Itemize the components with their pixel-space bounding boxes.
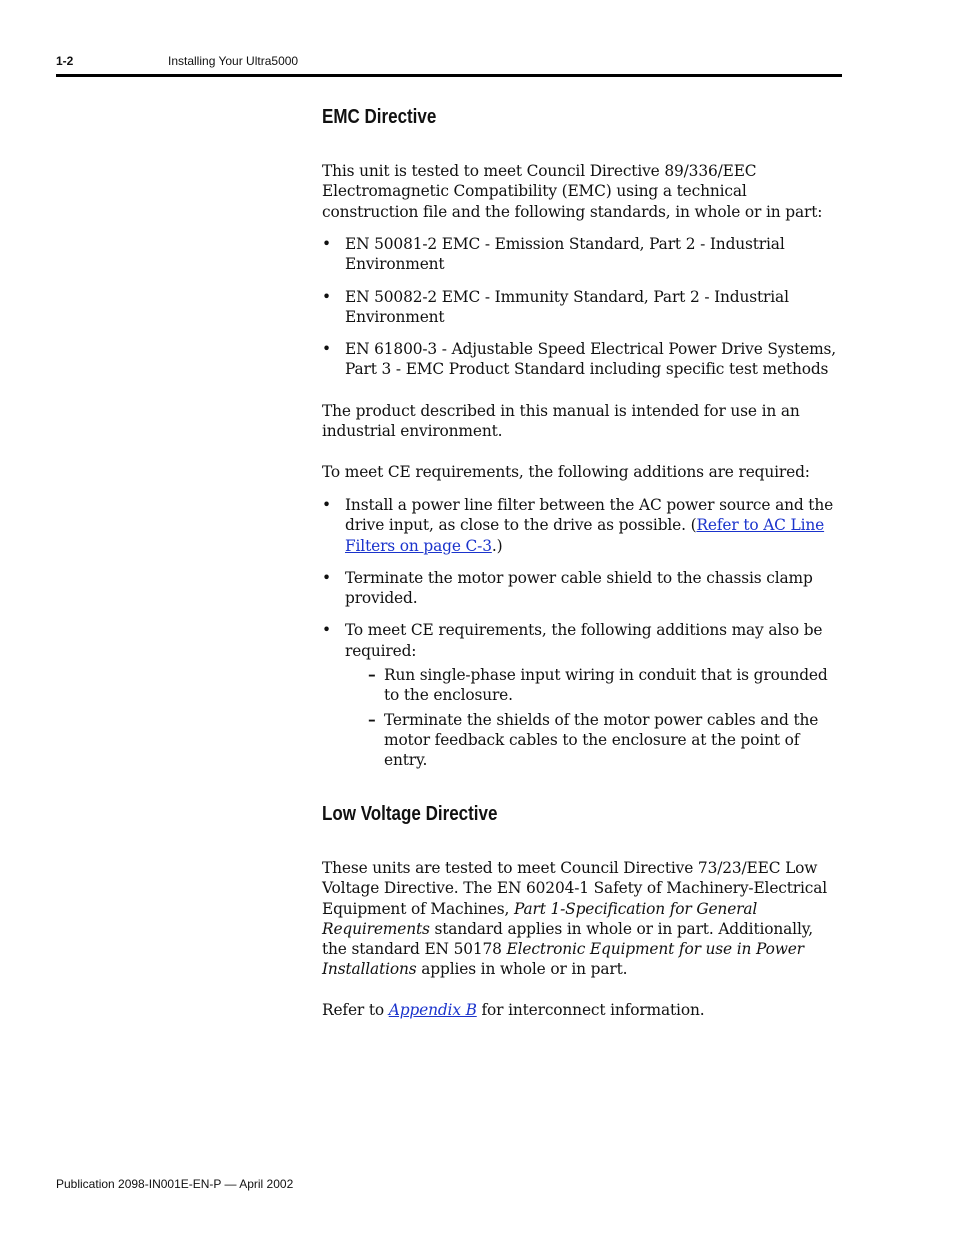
sub-item-text: Run single-phase input wiring in conduit that is grounded to the enclosure. <box>384 666 828 705</box>
ce-item-text: Install a power line filter between the AC power source and the drive input, as close to the drive as possible. ( <box>345 496 834 535</box>
standard-text: EN 61800-3 - Adjustable Speed Electrical Power Drive Systems, Part 3 - EMC Product Standard including specific test methods <box>345 340 837 379</box>
header-rule <box>56 74 842 77</box>
lv-text-3: applies in whole or in part. <box>416 960 628 979</box>
bullet-icon: • <box>322 235 331 253</box>
dash-icon: – <box>368 710 376 729</box>
lv-text-1: These units are tested to meet Council Directive 73/23/EEC Low Voltage Directive. The EN 60204-1 Safety of Machinery-Electrical Equipment of Machines, <box>322 859 828 918</box>
lv-text-2: standard applies in whole or in part. Additionally, the standard EN 50178 <box>322 919 813 959</box>
list-item <box>322 234 842 275</box>
refer-paragraph <box>322 1000 842 1020</box>
publication-footer: Publication 2098-IN001E-EN-P — April 2002 <box>56 1177 294 1191</box>
standards-list <box>322 234 842 380</box>
bullet-icon: • <box>322 621 331 640</box>
bullet-icon: • <box>322 496 331 514</box>
intended-use-paragraph: The product described in this manual is intended for use in an industrial environment. <box>322 402 800 441</box>
page-number: 1-2 <box>56 54 74 68</box>
appendix-b-link[interactable]: Appendix B <box>388 1001 477 1019</box>
sub-list-item <box>345 710 842 771</box>
optional-ce-sublist <box>345 665 842 770</box>
lv-italic-title-1: Part 1-Specification for General Requirements <box>322 899 758 938</box>
ac-line-filters-link[interactable]: Refer to AC Line Filters on page C-3 <box>345 516 825 555</box>
refer-text: Refer to <box>322 1001 389 1019</box>
ce-intro-paragraph: To meet CE requirements, the following additions are required: <box>322 463 810 481</box>
list-item <box>322 339 842 380</box>
ce-requirements-list <box>322 495 842 775</box>
ce-item-text-end: .) <box>491 536 503 555</box>
dash-icon: – <box>368 666 376 685</box>
bullet-icon: • <box>322 287 331 306</box>
ce-item-text: To meet CE requirements, the following additions may also be required: <box>345 621 823 660</box>
list-item <box>322 568 842 609</box>
running-title: Installing Your Ultra5000 <box>168 54 299 68</box>
standard-text: EN 50081-2 EMC - Emission Standard, Part 2 - Industrial Environment <box>345 235 785 274</box>
list-item <box>322 495 842 556</box>
sub-list-item <box>345 665 842 706</box>
standard-text: EN 50082-2 EMC - Immunity Standard, Part 2 - Industrial Environment <box>345 287 789 326</box>
low-voltage-heading: Low Voltage Directive <box>322 803 498 825</box>
lv-italic-title-2: Electronic Equipment for use in Power Installations <box>322 940 804 979</box>
emc-heading: EMC Directive <box>322 106 437 128</box>
emc-intro-paragraph: This unit is tested to meet Council Directive 89/336/EEC Electromagnetic Compatibility (EMC) using a technical construction file and the following standards, in whole or in part: <box>322 162 823 221</box>
list-item <box>322 287 842 328</box>
list-item <box>322 620 842 770</box>
low-voltage-paragraph <box>322 858 842 980</box>
ce-item-text: Terminate the motor power cable shield to the chassis clamp provided. <box>345 568 813 608</box>
sub-item-text: Terminate the shields of the motor power cables and the motor feedback cables to the enclosure at the point of entry. <box>384 710 819 770</box>
bullet-icon: • <box>322 340 331 359</box>
bullet-icon: • <box>322 568 331 587</box>
refer-text-end: for interconnect information. <box>476 1001 705 1019</box>
